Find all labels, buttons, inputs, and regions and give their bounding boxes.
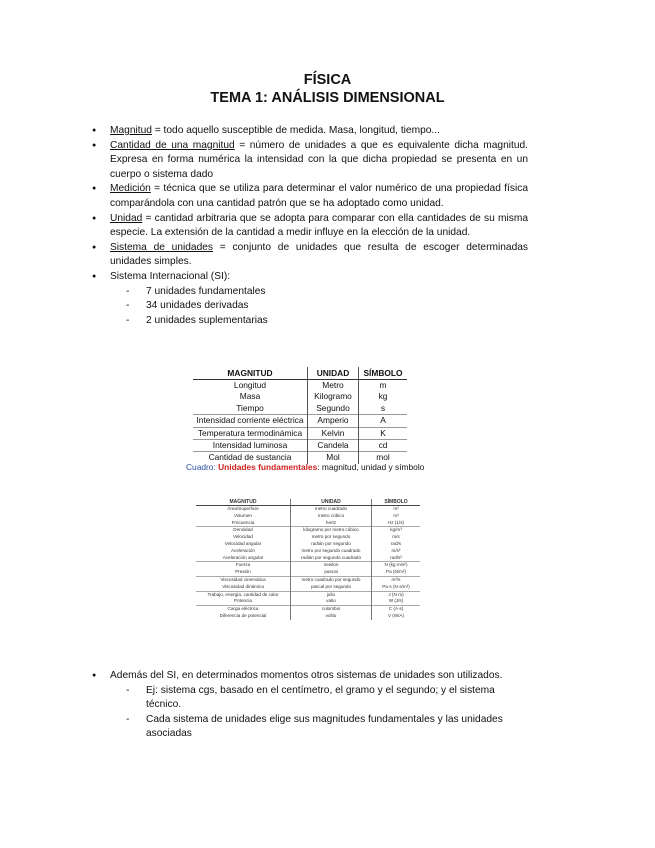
bullet-other-systems: ● Además del SI, en determinados momentos otros sistemas de unidades son utilizados.: [92, 669, 528, 684]
symbol-cell: kg/m³: [372, 527, 421, 534]
magnitude-cell: Diferencia de potencial: [219, 612, 267, 618]
symbol-cell: cd: [359, 440, 408, 452]
table-row: [193, 427, 407, 439]
term: Medición: [110, 183, 151, 195]
unit-cell: metro cuadrado por segundo: [291, 576, 372, 583]
symbol-cell: rad/s: [372, 541, 421, 548]
unit-cell: Metro: [308, 380, 359, 392]
unit-cell: metro por segundo cuadrado: [291, 548, 372, 555]
symbol-cell: rad/s²: [372, 555, 421, 562]
unit-cell: kilogramo por metro cúbico: [291, 527, 372, 534]
unit-cell: culombio: [291, 606, 372, 613]
definition: = conjunto de unidades que resulta de escoger determinadas unidades simples.: [110, 241, 528, 268]
other-systems-list: [92, 669, 528, 742]
unit-cell: Segundo: [308, 403, 359, 415]
table-row: [196, 513, 420, 520]
magnitude-cell: Frecuencia: [231, 519, 255, 525]
column-header: SÍMBOLO: [372, 499, 421, 506]
table-row: [196, 555, 420, 562]
symbol-cell: m³: [372, 513, 421, 520]
unit-cell: radián por segundo: [291, 541, 372, 548]
magnitude-cell: Aceleración angular: [222, 554, 264, 560]
table-caption: [186, 462, 424, 472]
symbol-cell: m/s: [372, 534, 421, 541]
symbol-cell: Hz (1/s): [372, 520, 421, 527]
table-row: [196, 541, 420, 548]
table-row: [193, 391, 407, 402]
si-item: - 34 unidades derivadas: [92, 299, 528, 314]
symbol-cell: m: [359, 380, 408, 392]
magnitude-cell: Intensidad corriente eléctrica: [193, 415, 308, 427]
column-header: UNIDAD: [291, 499, 372, 506]
unit-cell: Mol: [308, 452, 359, 464]
other-systems-sublist: [92, 684, 528, 742]
unit-cell: Amperio: [308, 415, 359, 427]
unit-cell: Candela: [308, 440, 359, 452]
symbol-cell: m²/s: [372, 576, 421, 583]
unit-cell: Kilogramo: [308, 391, 359, 402]
table-row: [196, 598, 420, 605]
magnitude-cell: Volumen: [234, 512, 252, 518]
symbol-cell: m²: [372, 506, 421, 513]
table-row: [196, 569, 420, 576]
symbol-cell: N (kg·m/s²): [372, 562, 421, 569]
symbol-cell: V (W/A): [372, 613, 421, 620]
fundamental-units-table: [193, 367, 407, 464]
unit-cell: voltio: [291, 613, 372, 620]
caption-lead: Cuadro:: [186, 462, 219, 472]
page-subtitle: TEMA 1: ANÁLISIS DIMENSIONAL: [210, 90, 445, 106]
table-row: [196, 506, 420, 513]
table-row: [193, 440, 407, 452]
table-row: [196, 562, 420, 569]
symbol-cell: kg: [359, 391, 408, 402]
table-row: [193, 380, 407, 392]
table-header-row: [193, 367, 407, 380]
symbol-cell: C (A·s): [372, 606, 421, 613]
other-systems-item: - Cada sistema de unidades elige sus magnitudes fundamentales y las unidades asociadas: [92, 713, 528, 742]
magnitude-cell: Velocidad angular: [224, 540, 262, 546]
table-row: [196, 534, 420, 541]
unit-cell: radián por segundo cuadrado: [291, 555, 372, 562]
unit-cell: metro cúbico: [291, 513, 372, 520]
caption-rest: : magnitud, unidad y símbolo: [317, 462, 425, 472]
unit-cell: Kelvin: [308, 427, 359, 439]
si-item: - 7 unidades fundamentales: [92, 285, 528, 300]
unit-cell: vatio: [291, 598, 372, 605]
magnitude-cell: Intensidad luminosa: [193, 440, 308, 452]
table-row: [196, 527, 420, 534]
column-header: UNIDAD: [308, 367, 359, 380]
magnitude-cell: Área/Superficie: [227, 506, 259, 511]
unit-cell: pascal: [291, 569, 372, 576]
table-row: [196, 548, 420, 555]
symbol-cell: Pa (N/m²): [372, 569, 421, 576]
symbol-cell: mol: [359, 452, 408, 464]
table-row: [196, 576, 420, 583]
definition: = número de unidades a que es equivalente dicha magnitud. Expresa en forma numérica la intensidad con la que dicha propiedad se presenta en un cuerpo o sistema dado: [110, 139, 529, 180]
magnitude-cell: Masa: [239, 391, 261, 402]
definition: = todo aquello susceptible de medida. Masa, longitud, tiempo...: [151, 125, 440, 136]
unit-cell: newton: [291, 562, 372, 569]
symbol-cell: s: [359, 403, 408, 415]
bullet-medicion: [92, 182, 528, 211]
table-row: [193, 415, 407, 427]
symbol-cell: J (N·m): [372, 591, 421, 598]
unit-cell: hertz: [291, 520, 372, 527]
bullet-unidad: [92, 212, 528, 241]
symbol-cell: A: [359, 415, 408, 427]
term: Magnitud: [110, 125, 152, 136]
symbol-cell: W (J/s): [372, 598, 421, 605]
magnitude-cell: Tiempo: [236, 402, 264, 413]
bullet-si: ● Sistema Internacional (SI):: [92, 270, 528, 285]
definitions-list: [92, 124, 528, 328]
bullet-magnitud: [92, 124, 528, 139]
magnitude-cell: Trabajo, energía, cantidad de calor: [196, 591, 291, 598]
si-sublist: [92, 285, 528, 329]
term: Cantidad de una magnitud: [110, 139, 235, 151]
definition: = cantidad arbitraria que se adopta para comparar con ella cantidades de su misma especie. La extensión de la cantidad a medir influye en la elección de la unidad.: [110, 212, 528, 239]
column-header: MAGNITUD: [196, 499, 291, 506]
symbol-cell: Pa·s (N·s/m²): [372, 584, 421, 591]
other-systems-item: - Ej: sistema cgs, basado en el centímetro, el gramo y el segundo; y el sistema técnico.: [92, 684, 528, 713]
si-item: - 2 unidades suplementarias: [92, 314, 528, 329]
magnitude-cell: Temperatura termodinámica: [193, 427, 308, 439]
table-row: [196, 613, 420, 620]
magnitude-cell: Viscosidad dinámica: [222, 583, 264, 589]
magnitude-cell: Potencia: [234, 598, 252, 604]
symbol-cell: m/s²: [372, 548, 421, 555]
table-row: [196, 591, 420, 598]
unit-cell: julio: [291, 591, 372, 598]
term: Sistema de unidades: [110, 241, 214, 253]
table-row: [196, 584, 420, 591]
magnitude-cell: Velocidad: [233, 534, 253, 540]
magnitude-cell: Carga eléctrica: [196, 606, 291, 613]
magnitude-cell: Cantidad de sustancia: [193, 452, 308, 464]
table-row: [196, 606, 420, 613]
bullet-sistema: [92, 241, 528, 270]
magnitude-cell: Longitud: [233, 380, 267, 390]
magnitude-cell: Viscosidad cinemática: [196, 576, 291, 583]
bullet-cantidad: [92, 139, 528, 183]
page-title: FÍSICA: [303, 72, 352, 88]
column-header: MAGNITUD: [193, 367, 308, 380]
magnitude-cell: Presión: [235, 569, 251, 575]
unit-cell: metro por segundo: [291, 534, 372, 541]
term: Unidad: [110, 212, 143, 224]
magnitude-cell: Fuerza: [196, 562, 291, 569]
symbol-cell: K: [359, 427, 408, 439]
magnitude-cell: Aceleración: [230, 547, 255, 553]
column-header: SÍMBOLO: [359, 367, 408, 380]
caption-bold: Unidades fundamentales: [218, 462, 318, 472]
unit-cell: metro cuadrado: [291, 506, 372, 513]
derived-units-table: [196, 499, 420, 620]
definition: = técnica que se utiliza para determinar el valor numérico de una propiedad física comparándola con una cantidad patrón que se ha adoptado como unidad.: [110, 183, 528, 209]
table-row: [196, 520, 420, 527]
table-row: [193, 403, 407, 415]
magnitude-cell: Densidad: [196, 527, 291, 534]
unit-cell: pascal por segundo: [291, 584, 372, 591]
